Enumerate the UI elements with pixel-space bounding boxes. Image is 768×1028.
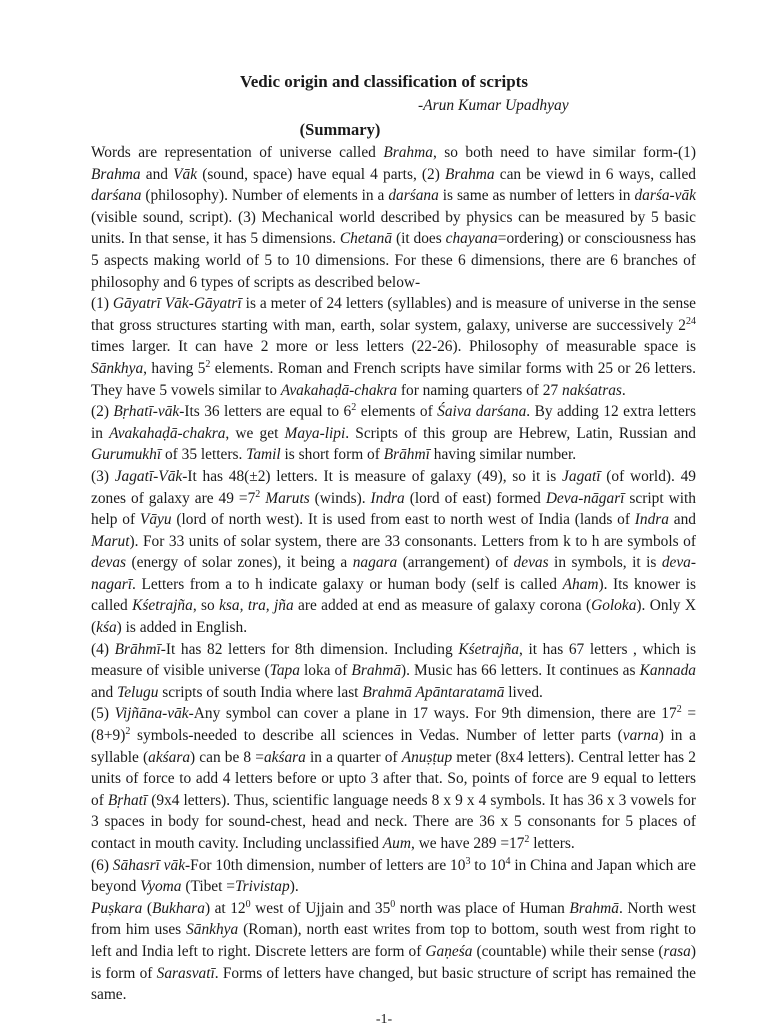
text-run: and [668,511,697,529]
text-run: ). [289,878,299,896]
italic-term: Brāhmī [383,446,430,464]
text-run: are added at end as measure of galaxy corona ( [293,597,592,615]
text-run: ( [142,899,152,917]
text-run: , so both need to have similar form-(1) [432,144,697,161]
text-run: , we have 289 =17 [411,835,525,852]
body-paragraph [91,898,696,1006]
superscript: 4 [505,855,511,867]
text-run: ) at 12 [204,899,246,917]
italic-term: Brāhmī [114,640,161,658]
text-run: is short form of [280,446,384,464]
italic-term: Vijñāna-vāk [114,705,189,723]
italic-term: Brahmā Apāntaratamā [362,683,505,701]
text-run: of 35 letters. [161,446,247,464]
text-run: (2) [91,403,114,421]
text-run: west of Ujjain and 35 [250,899,391,917]
italic-term: darśana [91,187,142,205]
text-run: (Roman), north east writes from top to bottom, south west from right to left and India left to right. Discrete letters are form of [91,921,696,960]
italic-term: Telugu [117,683,159,701]
text-run: (philosophy). Number of elements in a [141,187,389,205]
text-run: can be viewd in 6 ways, called [494,165,696,183]
italic-term: Gaṇeśa [425,942,473,960]
text-run: (4) [91,640,115,658]
text-run: (6) [91,856,113,874]
text-run: ) is form of [91,942,696,982]
italic-term: Vāk [173,165,198,183]
text-run: (countable) while their sense ( [472,942,664,960]
italic-term: varna [622,727,659,745]
italic-term: nakśatras [562,381,622,399]
italic-term: darśana [388,187,439,205]
text-run: for naming quarters of 27 [397,381,563,399]
text-run: meter (8x4 letters). Central letter has 2 units of force to add 4 letters before or upto 3 after that. So, points of force are 9 equal to letters of [91,748,696,809]
text-run: -Any symbol can cover a plane in 17 ways. For 9th dimension, there are 17 [188,705,677,723]
body-paragraph [91,142,696,293]
body-paragraph [91,401,696,466]
superscript: 2 [676,704,682,716]
italic-term: Brahma [91,165,141,183]
italic-term: Aum [382,835,411,852]
text-run: ). Music has 66 letters. It continues as [401,662,640,680]
text-run: (5) [91,705,115,723]
body-paragraph [91,466,696,639]
text-run: (of world). 49 zones of galaxy are 49 =7 [91,467,696,507]
italic-term: Avakahaḍā-chakra [109,424,226,442]
italic-term: Kannada [639,662,696,680]
text-run: = (8+9) [91,705,696,745]
italic-term: Gurumukhī [91,446,162,464]
italic-term: devas [513,554,549,572]
author-line: -Arun Kumar Upadhyay [418,97,569,114]
text-run: ) in a syllable ( [91,727,696,766]
text-run: , we get [225,424,285,442]
italic-term: Marut [91,532,130,550]
italic-term: Anuṣṭup [401,748,453,766]
text-run: (Tibet = [181,878,235,896]
summary-heading: (Summary) [299,120,381,139]
text-run: (it does [392,230,446,248]
text-run: script with help of [91,489,696,529]
text-run: is same as number of letters in [438,187,635,205]
italic-term: Sāhasrī vāk [112,856,186,874]
italic-term: Aham [562,575,599,593]
text-run: . Forms of letters have changed, but basic structure of script has remained the same. [91,964,697,1004]
italic-term: Maya-lipi [284,424,346,442]
text-run: and [140,165,174,183]
text-run: =ordering) or consciousness has 5 aspects making world of 5 to 10 dimensions. For these 6 dimensions, there are 6 branches of philosophy and 6 types of scripts as described below- [91,230,697,291]
italic-term: nagara [352,554,398,572]
italic-term: Vyoma [140,878,182,896]
text-run: (visible sound, script). (3) Mechanical world described by physics can be measured by 5 basic units. In that sense, it has 5 dimensions. [91,208,696,248]
italic-term: Śaiva darśana [437,403,527,421]
text-run: having similar number. [429,446,577,464]
superscript: 0 [390,898,396,910]
text-run: ) is added in English. [116,619,248,637]
italic-term: akśara [263,748,306,766]
text-run: ). Its knower is called [91,575,696,615]
text-run: ) can be 8 = [190,748,264,766]
body-paragraph [91,703,696,854]
text-run: scripts of south India where last [158,683,363,701]
italic-term: Tapa [269,662,300,680]
italic-term: Gāyatrī Vāk-Gāyatrī [112,295,242,313]
italic-term: Trivistap [234,878,290,896]
text-run: and [91,683,118,701]
text-run: times larger. It can have 2 more or less letters (22-26). Philosophy of measurable space is [91,338,696,356]
text-run: in a quarter of [305,748,402,766]
text-run: loka of [299,662,352,680]
italic-term: Brahma [445,165,495,183]
text-run: (3) [91,467,115,485]
text-run: Words are representation of universe called [91,144,384,161]
text-run: , so [192,597,220,615]
superscript: 2 [255,488,261,500]
italic-term: Brahma [383,144,433,161]
text-run: (arrangement) of [397,554,514,572]
italic-term: Deva-nāgarī [545,489,625,507]
superscript: 0 [245,898,251,910]
italic-term: Jagatī [562,467,601,485]
text-run: to 10 [470,856,506,874]
text-run: (1) [91,295,113,313]
text-run: . North west from him uses [91,899,696,939]
italic-term: Bṛhatī-vāk [113,403,180,421]
page-number: -1- [375,1012,393,1027]
italic-term: devas [91,554,127,572]
italic-term: Chetanā [339,230,393,248]
text-run: (energy of solar zones), it being a [126,554,353,572]
italic-term: Tamil [246,446,281,464]
text-run: ). For 33 units of solar system, there are 33 consonants. Letters from k to h are symbols of [129,532,696,550]
italic-term: akśara [148,748,191,766]
text-run: -It has 48(±2) letters. It is measure of galaxy (49), so it is [182,467,563,485]
text-run: , it has 67 letters , which is measure of visible universe ( [91,640,697,680]
italic-term: Bṛhatī [107,791,148,809]
text-run: (winds). [309,489,371,507]
text-run: , having 5 [143,359,206,377]
text-run: -For 10th dimension, number of letters are 10 [185,856,466,874]
italic-term: ksa, tra, jña [219,597,294,615]
text-run: ). Only X ( [91,597,696,637]
italic-term: Brahmā [569,899,619,917]
superscript: 3 [465,855,471,867]
text-run: north was place of Human [395,899,570,917]
italic-term: Brahmā [351,662,402,680]
italic-term: Bukhara [151,899,205,917]
superscript: 2 [524,833,530,845]
text-run: elements. Roman and French scripts have similar forms with 25 or 26 letters. They have 5 vowels similar to [91,359,696,399]
italic-term: Kśetrajña [458,640,520,658]
text-run: -Its 36 letters are equal to 6 [179,403,352,421]
text-run: (lord of north west). It is used from east to north west of India (lands of [171,511,635,529]
text-run: -It has 82 letters for 8th dimension. Including [160,640,459,658]
text-run: . [621,381,626,399]
italic-term: Sarasvatī [156,964,215,982]
body-paragraph [91,293,696,401]
document-title: Vedic origin and classification of scripts [240,72,528,91]
italic-term: Puṣkara [91,899,143,917]
italic-term: Indra [370,489,405,507]
italic-term: Sānkhya [91,359,144,377]
text-run: (9x4 letters). Thus, scientific language needs 8 x 9 x 4 symbols. It has 36 x 3 vowels for 3 spaces in body for sound-chest, head and neck. There are 36 x 5 consonants for 5 places of contact in mouth cavity. Including unclassified [91,791,696,852]
italic-term: Indra [634,511,669,529]
italic-term: Goloka [591,597,637,615]
italic-term: Maruts [265,489,310,507]
text-run: lived. [504,683,543,701]
text-run: (lord of east) formed [404,489,546,507]
text-run: . Scripts of this group are Hebrew, Latin, Russian and [345,424,696,442]
text-run: elements of [356,403,438,421]
body-paragraph [91,639,696,704]
italic-term: Vāyu [139,511,172,529]
text-run: is a meter of 24 letters (syllables) and is measure of universe in the sense that gross structures starting with man, earth, solar system, galaxy, universe are successively 2 [91,295,697,334]
body-paragraph [91,855,696,898]
italic-term: Jagatī-Vāk [114,467,183,485]
superscript: 24 [686,315,696,327]
italic-term: Avakahaḍā-chakra [280,381,398,399]
superscript: 2 [125,725,131,737]
italic-term: Kśetrajña [132,597,193,615]
text-run: letters. [529,835,575,852]
text-run: (sound, space) have equal 4 parts, (2) [197,165,446,183]
italic-term: deva-nagarī [91,554,696,593]
text-run: . Letters from a to h indicate galaxy or human body (self is called [132,575,563,593]
superscript: 2 [351,402,357,413]
italic-term: rasa [663,942,691,960]
text-run: symbols-needed to describe all sciences in Vedas. Number of letter parts ( [130,727,623,745]
italic-term: kśa [96,619,117,637]
text-run: . By adding 12 extra letters in [91,403,696,442]
italic-term: chayana [445,230,498,248]
body-text [91,142,696,1006]
text-run: in symbols, it is [548,554,662,572]
italic-term: darśa-vāk [634,187,697,205]
text-run: in China and Japan which are beyond [91,856,697,896]
italic-term: Sānkhya [186,921,239,939]
superscript: 2 [205,358,211,370]
